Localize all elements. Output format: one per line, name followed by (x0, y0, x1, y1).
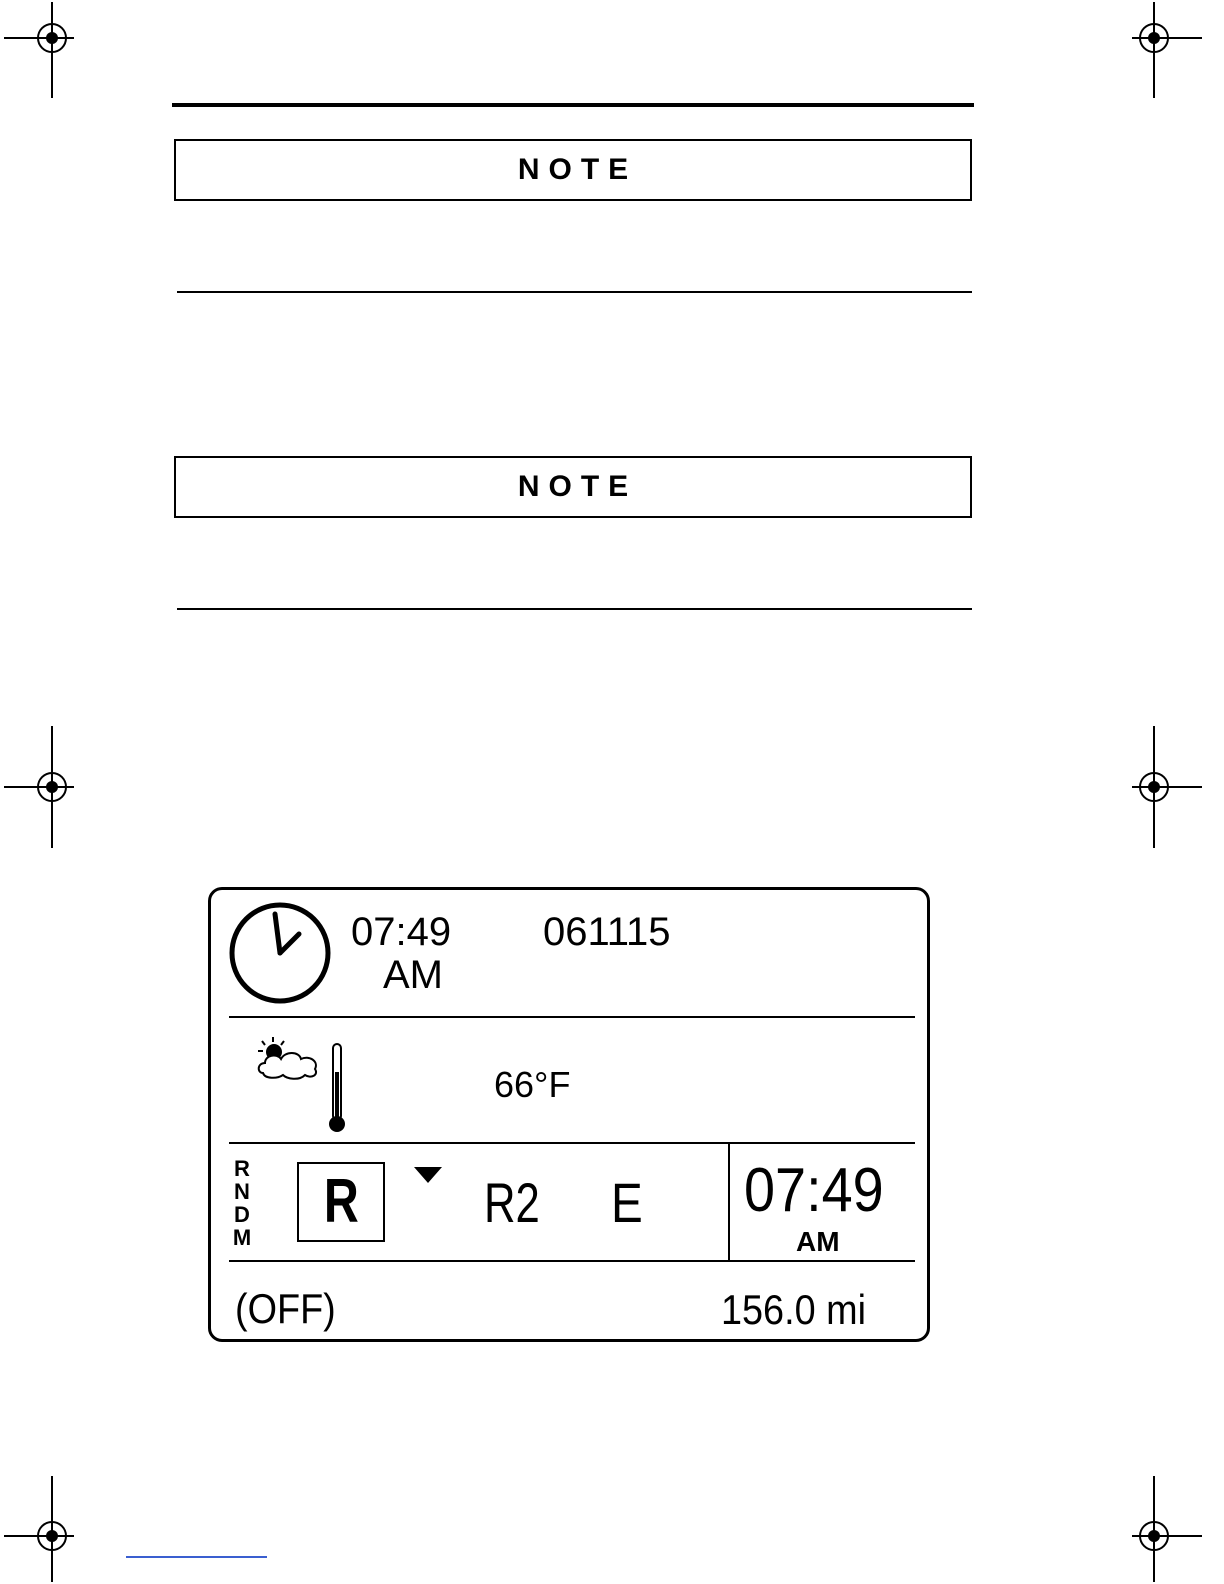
registration-mark-icon (2, 0, 102, 130)
partly-cloudy-icon (257, 1035, 321, 1081)
gear-position-list (230, 1157, 254, 1249)
note-box (174, 456, 972, 518)
note-heading: NOTE (517, 470, 638, 503)
thermometer-icon (325, 1042, 349, 1134)
gear-position: D (234, 1202, 250, 1227)
gear-position: N (234, 1179, 250, 1204)
clock-ampm: AM (383, 953, 443, 997)
note-heading: NOTE (517, 153, 638, 186)
clock-time: 07:49 (351, 910, 452, 954)
section-divider (229, 1142, 915, 1144)
outside-temperature: 66°F (494, 1064, 571, 1105)
section-divider (229, 1016, 915, 1018)
section-divider-vertical (728, 1142, 730, 1260)
clock-date: 061115 (543, 910, 671, 954)
secondary-clock-ampm: AM (796, 1226, 840, 1257)
gear-position: R (234, 1156, 250, 1181)
message-center-display (208, 887, 930, 1342)
registration-mark-icon (2, 1454, 102, 1584)
gear-position: M (232, 1225, 252, 1250)
gear-range: R2 (484, 1171, 540, 1234)
selected-gear-box (297, 1162, 385, 1242)
note-end-rule (177, 608, 972, 610)
down-arrow-icon (414, 1167, 442, 1185)
note-box (174, 139, 972, 201)
note-end-rule (177, 291, 972, 293)
registration-mark-icon (1104, 1454, 1204, 1584)
registration-mark-icon (1104, 724, 1204, 854)
selected-gear: R (323, 1167, 359, 1236)
footer-rule (126, 1556, 267, 1558)
clock-icon (227, 900, 333, 1006)
section-divider (229, 1260, 915, 1262)
registration-mark-icon (2, 724, 102, 854)
header-rule (172, 103, 974, 107)
secondary-clock-time: 07:49 (744, 1156, 884, 1225)
registration-mark-icon (1104, 0, 1204, 130)
trip-status: (OFF) (235, 1285, 336, 1332)
trip-distance: 156.0 mi (721, 1286, 866, 1333)
drive-mode: E (611, 1171, 643, 1234)
